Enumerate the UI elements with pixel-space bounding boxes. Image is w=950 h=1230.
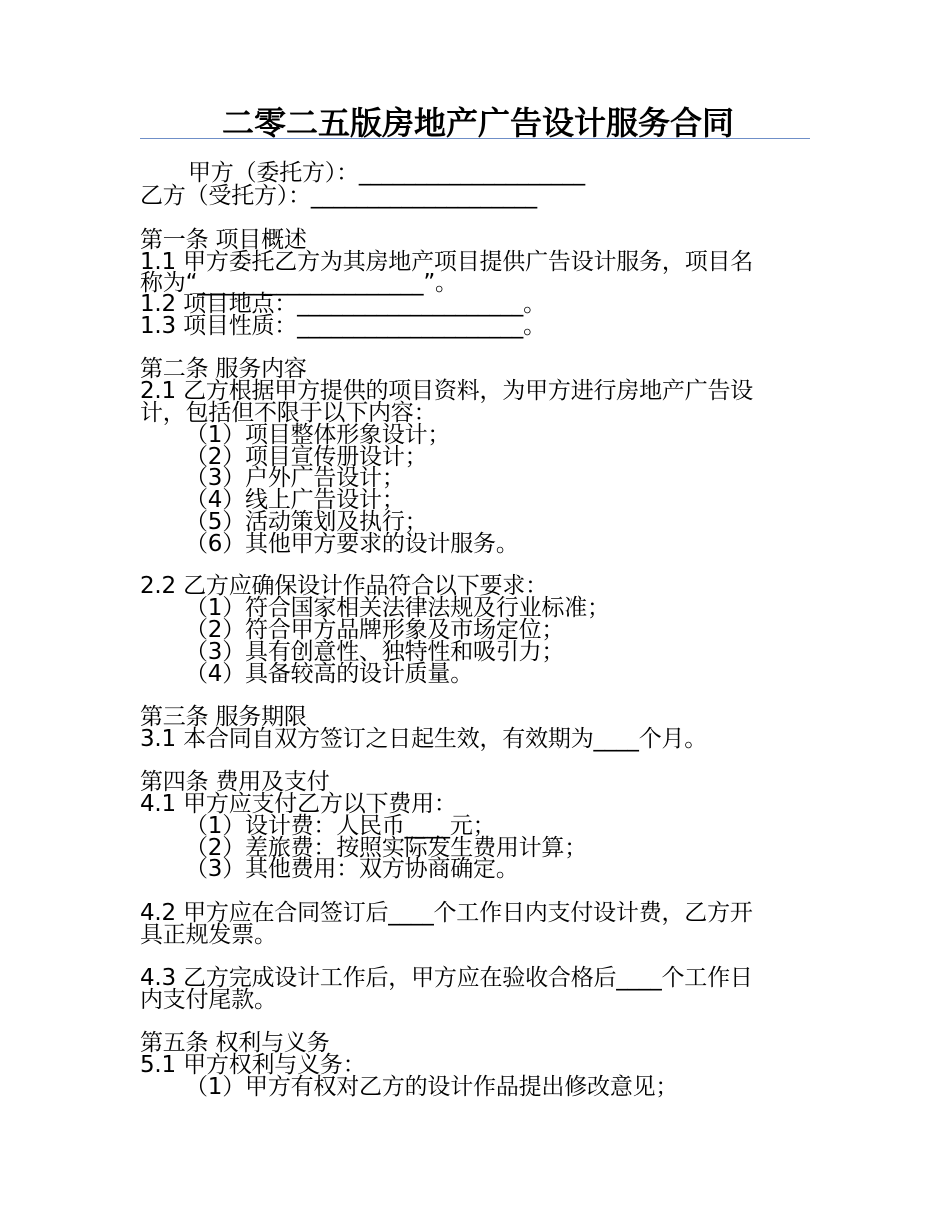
- list-item: （1）设计费：人民币____元；: [185, 813, 496, 839]
- list-item: （6）其他甲方要求的设计服务。: [185, 531, 519, 557]
- list-item: （3）其他费用：双方协商确定。: [185, 856, 519, 882]
- list-item: （5）活动策划及执行；: [185, 509, 428, 535]
- clause-1-1-cont: 称为“____________________”。: [140, 270, 458, 296]
- clause-1-1: 1.1 甲方委托乙方为其房地产项目提供广告设计服务，项目名: [140, 249, 754, 275]
- clause-5-1: 5.1 甲方权利与义务：: [140, 1052, 366, 1078]
- list-item: （3）户外广告设计；: [185, 465, 405, 491]
- party-a-line: 甲方（委托方）：____________________: [188, 160, 585, 186]
- document-title: 二零二五版房地产广告设计服务合同: [222, 104, 735, 142]
- clause-2-2: 2.2 乙方应确保设计作品符合以下要求：: [140, 573, 548, 599]
- list-item: （2）差旅费：按照实际发生费用计算；: [185, 835, 588, 861]
- clause-1-3: 1.3 项目性质：____________________。: [140, 313, 546, 339]
- list-item: （1）符合国家相关法律法规及行业标准；: [185, 595, 610, 621]
- clause-4-1: 4.1 甲方应支付乙方以下费用：: [140, 791, 457, 817]
- clause-4-2: 4.2 甲方应在合同签订后____个工作日内支付设计费，乙方开: [140, 900, 753, 926]
- list-item: （4）具备较高的设计质量。: [185, 661, 474, 687]
- clause-2-1-cont: 计，包括但不限于以下内容：: [140, 400, 437, 426]
- list-item: （2）项目宣传册设计；: [185, 444, 428, 470]
- article-2-heading: 第二条 服务内容: [140, 356, 307, 382]
- article-1-heading: 第一条 项目概述: [140, 227, 307, 253]
- party-b-line: 乙方（受托方）：____________________: [140, 183, 537, 209]
- clause-4-3: 4.3 乙方完成设计工作后，甲方应在验收合格后____个工作日: [140, 965, 753, 991]
- clause-2-1: 2.1 乙方根据甲方提供的项目资料，为甲方进行房地产广告设: [140, 378, 754, 404]
- article-3-heading: 第三条 服务期限: [140, 704, 307, 730]
- article-5-heading: 第五条 权利与义务: [140, 1030, 330, 1056]
- list-item: （1）甲方有权对乙方的设计作品提出修改意见；: [185, 1074, 679, 1100]
- clause-1-2: 1.2 项目地点：____________________。: [140, 291, 546, 317]
- clause-4-2-cont: 具正规发票。: [140, 922, 277, 948]
- list-item: （4）线上广告设计；: [185, 487, 405, 513]
- list-item: （1）项目整体形象设计；: [185, 422, 451, 448]
- title-underline: [140, 138, 810, 139]
- article-4-heading: 第四条 费用及支付: [140, 769, 330, 795]
- list-item: （3）具有创意性、独特性和吸引力；: [185, 639, 565, 665]
- clause-4-3-cont: 内支付尾款。: [140, 987, 277, 1013]
- list-item: （2）符合甲方品牌形象及市场定位；: [185, 617, 565, 643]
- clause-3-1: 3.1 本合同自双方签订之日起生效，有效期为____个月。: [140, 726, 708, 752]
